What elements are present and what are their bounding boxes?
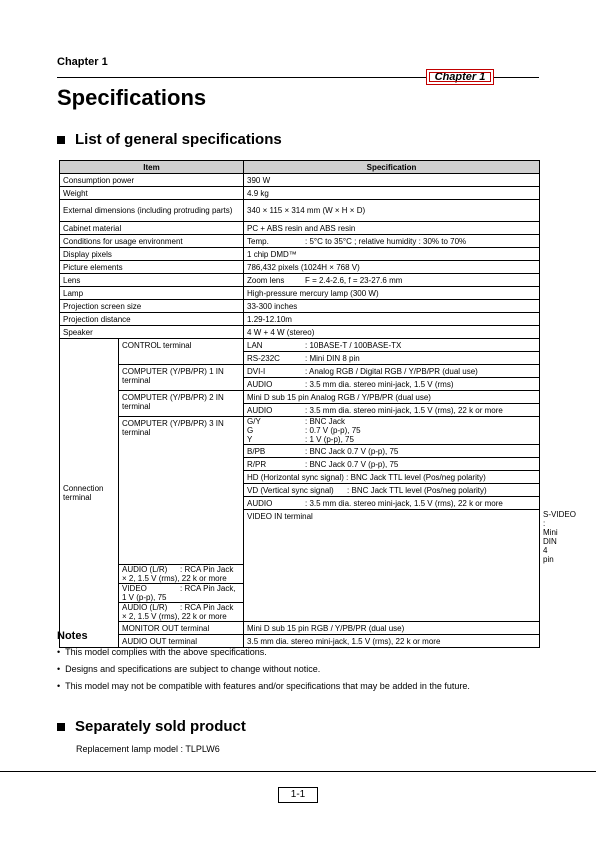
table-cell-item: External dimensions (including protruding parts) (60, 200, 244, 222)
table-cell-spec (244, 435, 540, 445)
spec-key: AUDIO (L/R) (122, 565, 168, 574)
spec-value: : Analog RGB / Digital RGB / Y/PB/PR (dual use) (305, 366, 478, 376)
spec-table (59, 160, 576, 648)
table-cell-spec (244, 458, 540, 471)
table-cell-item: Conditions for usage environment (60, 235, 244, 248)
table-cell-spec: 4.9 kg (244, 187, 540, 200)
spec-key: RS-232C (247, 353, 280, 363)
spec-value: : Mini DIN 8 pin (305, 353, 360, 363)
connection-terminal-label: Connection terminal (60, 339, 119, 648)
spec-key: G/Y (247, 417, 261, 426)
spec-value: : Mini DIN 4 pin (543, 519, 558, 564)
replacement-lamp-text: Replacement lamp model : TLPLW6 (76, 744, 220, 754)
section-heading-text: List of general specifications (75, 131, 282, 148)
table-cell-spec: PC + ABS resin and ABS resin (244, 222, 540, 235)
section-heading-text: Separately sold product (75, 718, 246, 735)
table-cell-item: Speaker (60, 326, 244, 339)
table-cell-spec: 1 chip DMD™ (244, 248, 540, 261)
spec-value: F = 2.4-2.6, f = 23-27.6 mm (305, 275, 403, 285)
spec-value: : RCA Pin Jack × 2, 1.5 V (rms), 22 k or more (122, 565, 234, 583)
column-header-spec: Specification (244, 161, 540, 174)
table-cell-spec: 390 W (244, 174, 540, 187)
table-cell-spec (244, 339, 540, 352)
notes-list (57, 647, 470, 698)
spec-key: S-VIDEO (543, 510, 576, 519)
table-cell-item: Picture elements (60, 261, 244, 274)
computer-1-terminal-label: COMPUTER (Y/PB/PR) 1 IN terminal (119, 365, 244, 391)
table-cell-spec (119, 584, 244, 603)
audio-out-terminal-label: AUDIO OUT terminal (119, 635, 244, 648)
table-cell-spec: 3.5 mm dia. stereo mini-jack, 1.5 V (rms), 22 k or more (244, 635, 540, 648)
spec-key: Temp. (247, 236, 269, 246)
chapter-tab (426, 69, 494, 85)
table-cell-spec: Mini D sub 15 pin RGB / Y/PB/PR (dual use) (244, 622, 540, 635)
spec-value: : 1 V (p-p), 75 (305, 435, 354, 444)
section-heading-general (57, 131, 282, 148)
video-in-terminal-label: VIDEO IN terminal (244, 510, 540, 622)
table-cell-spec (244, 274, 540, 287)
chapter-label: Chapter 1 (57, 56, 108, 68)
spec-value: : 10BASE-T / 100BASE-TX (305, 340, 402, 350)
page-number: 1-1 (278, 787, 318, 803)
table-cell-item: Lamp (60, 287, 244, 300)
table-cell-spec: High-pressure mercury lamp (300 W) (244, 287, 540, 300)
table-cell-spec (244, 235, 540, 248)
chapter-tab-label: Chapter 1 (434, 71, 486, 83)
table-cell-spec: 786,432 pixels (1024H × 768 V) (244, 261, 540, 274)
spec-key: B/PB (247, 446, 266, 456)
table-cell-spec (244, 417, 540, 427)
table-cell-spec (244, 378, 540, 391)
spec-key: Y (247, 435, 253, 444)
table-cell-spec (244, 365, 540, 378)
table-cell-item: Display pixels (60, 248, 244, 261)
table-cell-spec: 340 × 115 × 314 mm (W × H × D) (244, 200, 540, 222)
spec-key: AUDIO (247, 405, 273, 415)
spec-value: : BNC Jack (305, 417, 346, 426)
chapter-tab-frame (429, 72, 491, 82)
table-cell-item: Cabinet material (60, 222, 244, 235)
list-item: • Designs and specifications are subject to change without notice. (57, 664, 470, 675)
section-heading-separately-sold (57, 718, 246, 735)
square-bullet-icon (57, 136, 65, 144)
spec-key: VIDEO (122, 584, 147, 593)
monitor-out-terminal-label: MONITOR OUT terminal (119, 622, 244, 635)
table-cell-spec: 1.29-12.10m (244, 313, 540, 326)
table-cell-item: Projection distance (60, 313, 244, 326)
table-cell-item: Consumption power (60, 174, 244, 187)
spec-value: : 3.5 mm dia. stereo mini-jack, 1.5 V (rms), 22 k or more (305, 498, 503, 508)
table-cell-spec (244, 404, 540, 417)
table-cell-spec: Mini D sub 15 pin Analog RGB / Y/PB/PR (dual use) (244, 391, 540, 404)
spec-value: : RCA Pin Jack × 2, 1.5 V (rms), 22 k or more (122, 603, 234, 621)
table-cell-spec (119, 565, 244, 584)
spec-key: R/PR (247, 459, 267, 469)
table-cell-spec (244, 352, 540, 365)
computer-3-terminal-label: COMPUTER (Y/PB/PR) 3 IN terminal (119, 417, 244, 565)
spec-key: DVI-I (247, 366, 266, 376)
table-cell-spec: 33-300 inches (244, 300, 540, 313)
spec-value: : 0.7 V (p-p), 75 (305, 426, 361, 435)
notes-heading: Notes (57, 630, 88, 642)
list-item: • This model may not be compatible with features and/or specifications that may be added in the future. (57, 681, 470, 692)
spec-key: LAN (247, 340, 263, 350)
table-cell-spec (244, 497, 540, 510)
spec-key: Zoom lens (247, 275, 285, 285)
spec-key: AUDIO (247, 379, 273, 389)
spec-value: : RCA Pin Jack, 1 V (p-p), 75 (122, 584, 236, 602)
square-bullet-icon (57, 723, 65, 731)
computer-2-terminal-label: COMPUTER (Y/PB/PR) 2 IN terminal (119, 391, 244, 417)
table-cell-spec (244, 426, 540, 435)
spec-value: : 5°C to 35°C ; relative humidity : 30% to 70% (305, 236, 467, 246)
spec-value: : BNC Jack 0.7 V (p-p), 75 (305, 446, 399, 456)
table-cell-spec: VD (Vertical sync signal) : BNC Jack TTL level (Pos/neg polarity) (244, 484, 540, 497)
spec-key: AUDIO (247, 498, 273, 508)
table-cell-item: Lens (60, 274, 244, 287)
table-cell-item: Projection screen size (60, 300, 244, 313)
table-cell-spec: 4 W + 4 W (stereo) (244, 326, 540, 339)
table-cell-spec: HD (Horizontal sync signal) : BNC Jack TTL level (Pos/neg polarity) (244, 471, 540, 484)
spec-key: G (247, 426, 254, 435)
control-terminal-label: CONTROL terminal (119, 339, 244, 365)
column-header-item: Item (60, 161, 244, 174)
spec-value: : BNC Jack 0.7 V (p-p), 75 (305, 459, 399, 469)
table-cell-item: Weight (60, 187, 244, 200)
list-item: • This model complies with the above specifications. (57, 647, 470, 658)
table-cell-spec (244, 445, 540, 458)
spec-value: : 3.5 mm dia. stereo mini-jack, 1.5 V (rms) (305, 379, 454, 389)
footer-rule (0, 771, 596, 772)
spec-value: : 3.5 mm dia. stereo mini-jack, 1.5 V (rms), 22 k or more (305, 405, 503, 415)
table-cell-spec (119, 603, 244, 622)
page-title: Specifications (57, 85, 207, 110)
spec-key: AUDIO (L/R) (122, 603, 168, 612)
